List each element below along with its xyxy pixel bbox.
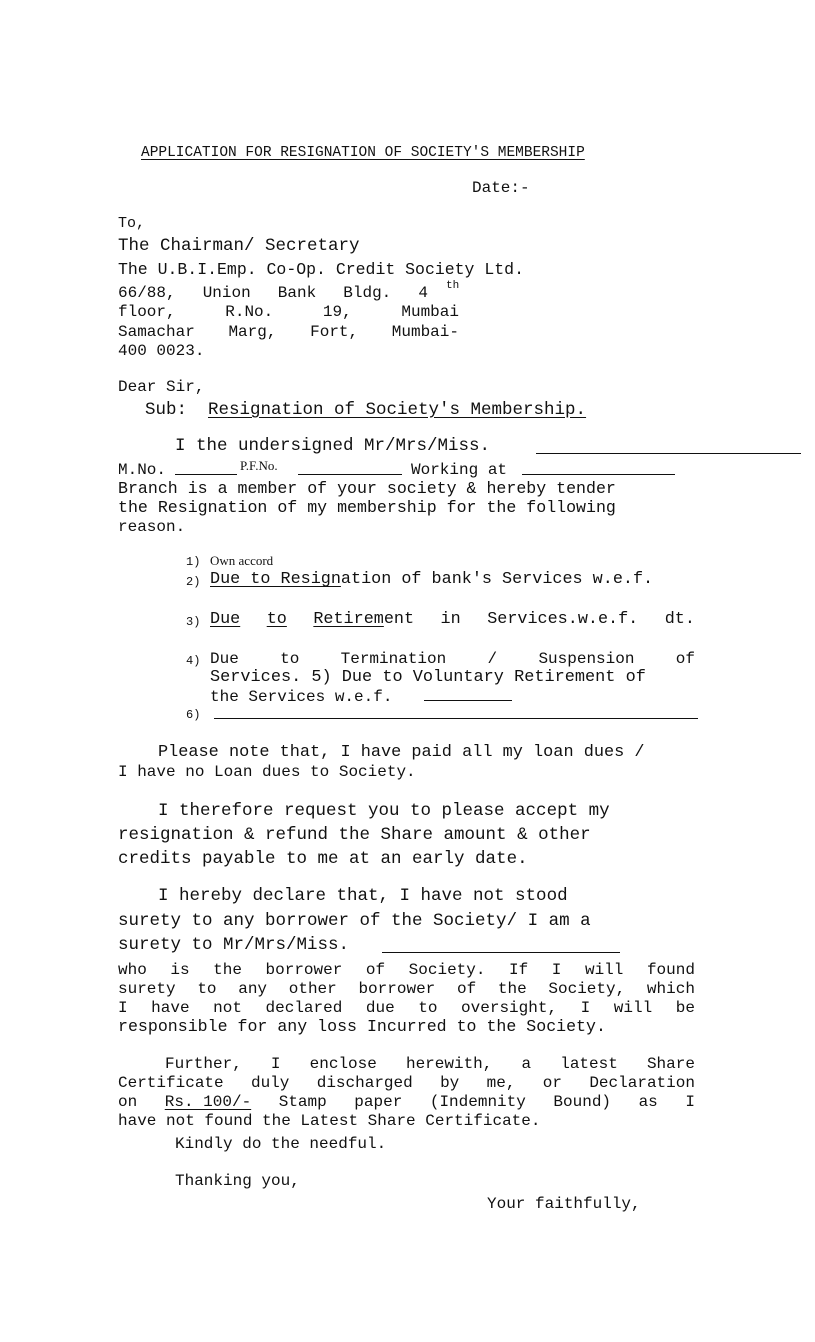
subject-text: Resignation of Society's Membership.	[208, 400, 587, 420]
address-line-4: floor, R.No. 19, Mumbai	[118, 303, 459, 321]
request-line-1: I therefore request you to please accept my	[158, 801, 610, 821]
loan-line-2: I have no Loan dues to Society.	[118, 763, 416, 781]
address-line-6: 400 0023.	[118, 342, 205, 360]
reason-2-text: Due to Resignation of bank's Services w.e.f.	[210, 570, 654, 589]
enclose-line-2: Certificate duly discharged by me, or Declaration	[118, 1074, 695, 1092]
address-line-3: 66/88, Union Bank Bldg. 4	[118, 284, 428, 302]
closing-signoff: Your faithfully,	[487, 1195, 641, 1213]
enclose-line-1: Further, I enclose herewith, a latest Share	[165, 1055, 695, 1073]
subject-label: Sub:	[145, 400, 188, 420]
reason-6-blank	[214, 718, 698, 719]
salutation: Dear Sir,	[118, 378, 205, 396]
surety-name-blank	[382, 952, 620, 953]
intro-line-5: reason.	[118, 518, 186, 536]
address-line-2: The U.B.I.Emp. Co-Op. Credit Society Ltd.	[118, 260, 524, 279]
reason-1-number: 1)	[186, 555, 201, 569]
reason-1-text: Own accord	[210, 553, 274, 568]
declare-line-7: responsible for any loss Incurred to the Society.	[118, 1017, 606, 1036]
address-to: To,	[118, 215, 146, 232]
closing-thanks: Thanking you,	[175, 1172, 300, 1190]
intro-line-4: the Resignation of my membership for the following	[118, 498, 616, 517]
intro-line-3: Branch is a member of your society & hereby tender	[118, 479, 616, 498]
intro-pfno-label: P.F.No.	[240, 458, 278, 473]
enclose-line-5: Kindly do the needful.	[175, 1135, 387, 1153]
reason-4-line-3: the Services w.e.f.	[210, 688, 393, 706]
request-line-3: credits payable to me at an early date.	[118, 849, 528, 869]
document-title: APPLICATION FOR RESIGNATION OF SOCIETY'S MEMBERSHIP	[141, 145, 585, 161]
reason-4-line-2: Services. 5) Due to Voluntary Retirement of	[210, 668, 646, 687]
declare-line-6: I have not declared due to oversight, I will be	[118, 999, 695, 1017]
branch-blank	[522, 474, 675, 475]
address-line-1: The Chairman/ Secretary	[118, 236, 360, 256]
date-label: Date:-	[472, 179, 530, 197]
reason-4-line-1: Due to Termination / Suspension of	[210, 650, 695, 668]
intro-working-at: Working at	[411, 461, 508, 479]
request-line-2: resignation & refund the Share amount & other	[118, 825, 591, 845]
intro-line-1: I the undersigned Mr/Mrs/Miss.	[175, 436, 491, 456]
intro-mno-label: M.No.	[118, 461, 167, 479]
declare-line-2: surety to any borrower of the Society/ I am a	[118, 911, 591, 931]
name-blank	[536, 453, 801, 454]
address-superscript: th	[446, 280, 460, 292]
voluntary-date-blank	[424, 700, 512, 701]
enclose-line-3: on Rs. 100/- Stamp paper (Indemnity Bound) as I	[118, 1093, 695, 1111]
declare-line-3: surety to Mr/Mrs/Miss.	[118, 935, 350, 955]
reason-2-number: 2)	[186, 575, 201, 589]
reason-6-number: 6)	[186, 708, 201, 722]
declare-line-5: surety to any other borrower of the Society, which	[118, 980, 695, 998]
address-line-5: Samachar Marg, Fort, Mumbai-	[118, 323, 459, 341]
reason-3-number: 3)	[186, 615, 201, 629]
mno-blank	[175, 474, 237, 475]
reason-4-number: 4)	[186, 654, 201, 668]
stamp-amount: Rs. 100/-	[164, 1093, 252, 1111]
enclose-line-4: have not found the Latest Share Certificate.	[118, 1112, 541, 1130]
declare-line-4: who is the borrower of Society. If I will found	[118, 961, 695, 979]
pfno-blank	[298, 474, 402, 475]
declare-line-1: I hereby declare that, I have not stood	[158, 886, 568, 906]
reason-3-text: Due to Retirement in Services.w.e.f. dt.	[210, 610, 695, 629]
loan-line-1: Please note that, I have paid all my loan dues /	[158, 743, 645, 762]
